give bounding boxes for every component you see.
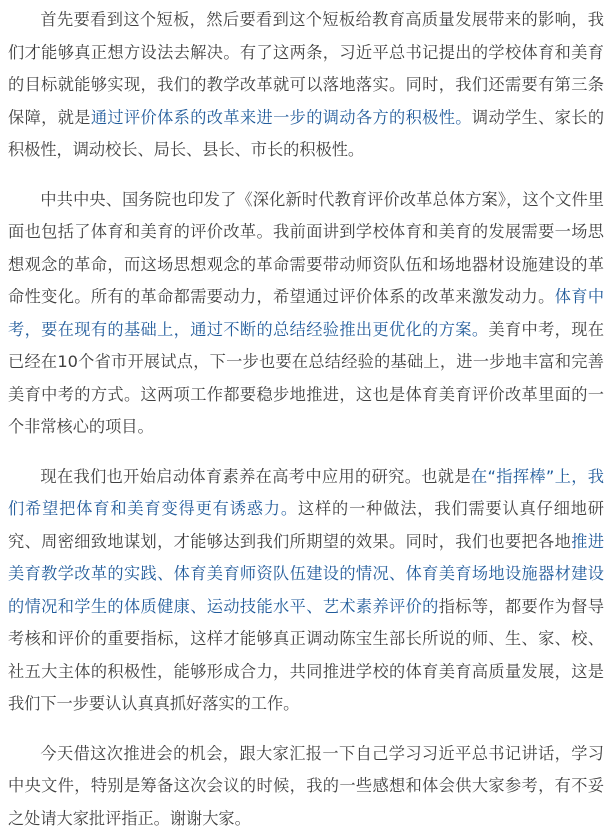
- paragraph: [8, 461, 604, 721]
- paragraph: [8, 4, 604, 167]
- highlighted-text-segment: 通过评价体系的改革来进一步的调动各方的积极性。: [91, 108, 472, 127]
- text-segment: 现在我们也开始启动体育素养在高考中应用的研究。也就是: [40, 467, 471, 486]
- text-segment: 美育中考，现在已经在10个省市开展试点，下一步也要在总结经验的基础上，进一步地丰富和完善美育中考的方式。这两项工作都要稳步地推进，这也是体育美育评价改革里面的一个非常核心的项目。: [8, 320, 604, 437]
- highlighted-text-segment: 体育中考，要在现有的基础上，通过不断的总结经验推出更优化的方案。: [8, 287, 604, 339]
- text-segment: 调动学生、家长的积极性，调动校长、局长、县长、市长的积极性。: [8, 108, 604, 160]
- text-segment: 首先要看到这个短板，然后要看到这个短板给教育高质量发展带来的影响，我们才能够真正想方设法去解决。有了这两条，习近平总书记提出的学校体育和美育的目标就能够实现，我们的教学改革就可以落地落实。同时，我们还需要有第三条保障，就是: [8, 10, 604, 127]
- highlighted-text-segment: 在“指挥棒”上，我们希望把体育和美育变得更有诱惑力。: [8, 467, 604, 519]
- text-segment: 今天借这次推进会的机会，跟大家汇报一下自己学习习近平总书记讲话，学习中央文件，特别是筹备这次会议的时候，我的一些感想和体会供大家参考，有不妥之处请大家批评指正。谢谢大家。: [8, 744, 604, 828]
- paragraph: [8, 738, 604, 835]
- highlighted-text-segment: 推进美育教学改革的实践、体育美育师资队伍建设的情况、体育美育场地设施器材建设的情况和学生的体质健康、运动技能水平、艺术素养评价的: [8, 532, 604, 616]
- text-segment: 这样的一种做法，我们需要认真仔细地研究、周密细致地谋划，才能够达到我们所期望的效果。同时，我们也要把各地: [8, 499, 604, 551]
- text-segment: 中共中央、国务院也印发了《深化新时代教育评价改革总体方案》，这个文件里面也包括了体育和美育的评价改革。我前面讲到学校体育和美育的发展需要一场思想观念的革命，而这场思想观念的革命需要带动师资队伍和场地器材设施建设的革命性变化。所有的革命都需要动力，希望通过评价体系的改革来激发动力。: [8, 190, 604, 307]
- text-segment: 指标等，都要作为督导考核和评价的重要指标，这样才能够真正调动陈宝生部长所说的师、生、家、校、社五大主体的积极性，能够形成合力，共同推进学校的体育美育高质量发展，这是我们下一步要认认真真抓好落实的工作。: [8, 597, 604, 714]
- paragraph: [8, 184, 604, 444]
